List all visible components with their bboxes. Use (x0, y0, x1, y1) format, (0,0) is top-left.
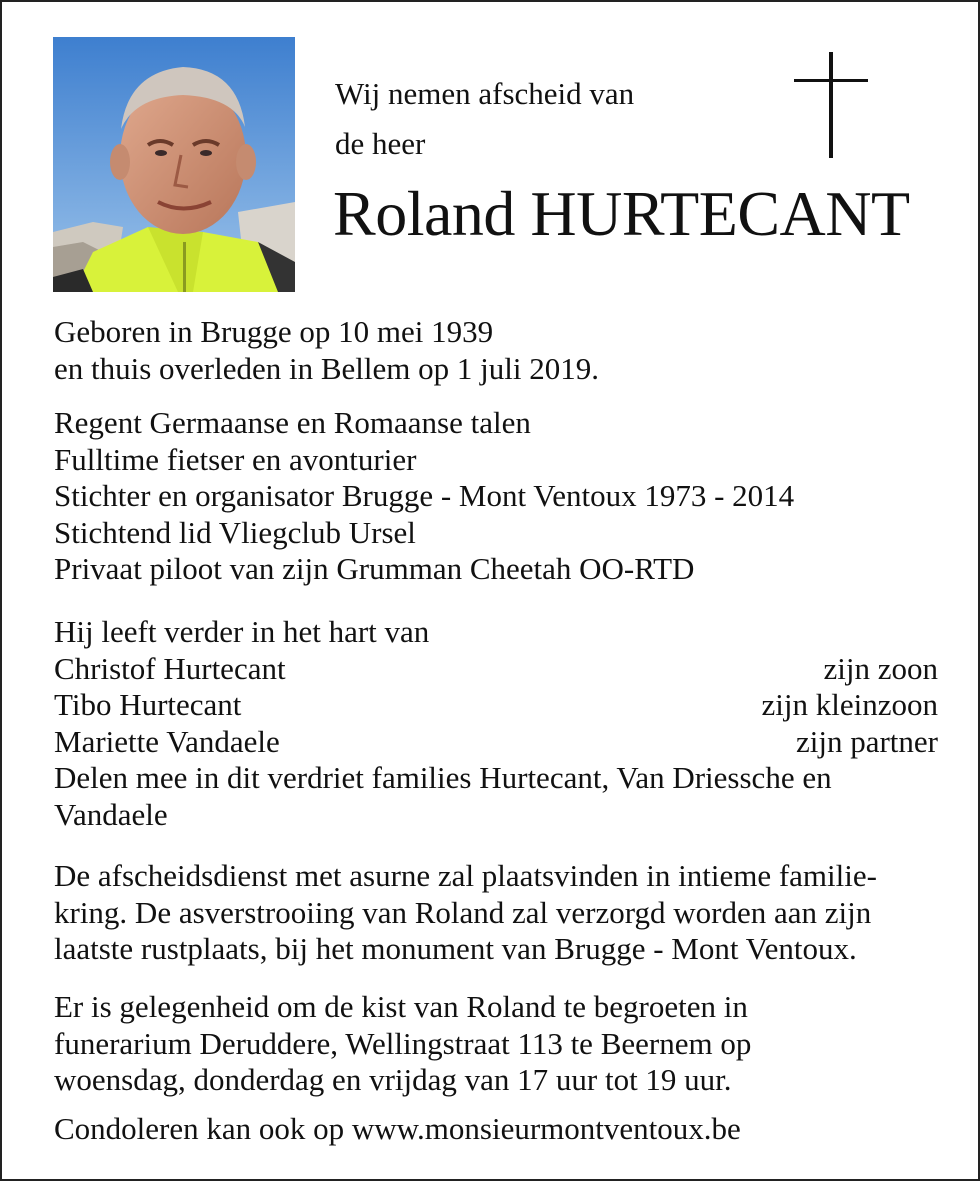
birth-line: Geboren in Brugge op 10 mei 1939 (54, 314, 494, 349)
visitation-line: funerarium Deruddere, Wellingstraat 113 te Beernem op (54, 1025, 752, 1061)
deceased-name: Roland HURTECANT (333, 178, 910, 249)
achievement-item: Regent Germaanse en Romaanse talen (54, 405, 531, 440)
ceremony-line: kring. De asverstrooiing van Roland zal verzorgd worden aan zijn (54, 894, 872, 930)
achievements-block (54, 405, 938, 588)
death-line: en thuis overleden in Bellem op 1 juli 2019. (54, 350, 599, 386)
cross-icon (794, 52, 868, 158)
condolence-line (54, 1111, 938, 1148)
intro-line-2: de heer (335, 126, 426, 161)
family-member-name: Mariette Vandaele (54, 723, 280, 759)
intro-line-1: Wij nemen afscheid van (335, 76, 635, 111)
condolence-text: Condoleren kan ook op www.monsieurmontventoux.be (54, 1111, 741, 1146)
ceremony-paragraph (54, 858, 938, 968)
family-member-relation: zijn kleinzoon (761, 687, 938, 722)
family-member-name: Tibo Hurtecant (54, 687, 242, 722)
visitation-line: Er is gelegenheid om de kist van Roland te begroeten in (54, 989, 748, 1024)
family-member-row (54, 687, 938, 724)
ceremony-line: laatste rustplaats, bij het monument van Brugge - Mont Ventoux. (54, 931, 857, 966)
ceremony-line: De afscheidsdienst met asurne zal plaatsvinden in intieme familie- (54, 858, 877, 893)
achievement-item: Stichtend lid Vliegclub Ursel (54, 514, 416, 550)
family-member-name: Christof Hurtecant (54, 650, 286, 686)
family-member-row (54, 651, 938, 688)
family-shared-line: Vandaele (54, 796, 168, 832)
family-member-relation: zijn partner (795, 723, 938, 759)
family-block (54, 614, 938, 833)
achievement-item: Fulltime fietser en avonturier (54, 441, 417, 477)
family-shared-line: Delen mee in dit verdriet families Hurtecant, Van Driessche en (54, 760, 832, 795)
family-intro: Hij leeft verder in het hart van (54, 614, 430, 649)
achievement-item: Stichter en organisator Brugge - Mont Ventoux 1973 - 2014 (54, 478, 795, 513)
visitation-paragraph (54, 989, 938, 1099)
family-member-relation: zijn zoon (823, 650, 938, 686)
birth-death-block (54, 314, 938, 387)
portrait-photo (53, 37, 295, 292)
achievement-item: Privaat piloot van zijn Grumman Cheetah OO-RTD (54, 551, 695, 586)
visitation-line: woensdag, donderdag en vrijdag van 17 uur tot 19 uur. (54, 1062, 732, 1097)
family-member-row (54, 724, 938, 761)
